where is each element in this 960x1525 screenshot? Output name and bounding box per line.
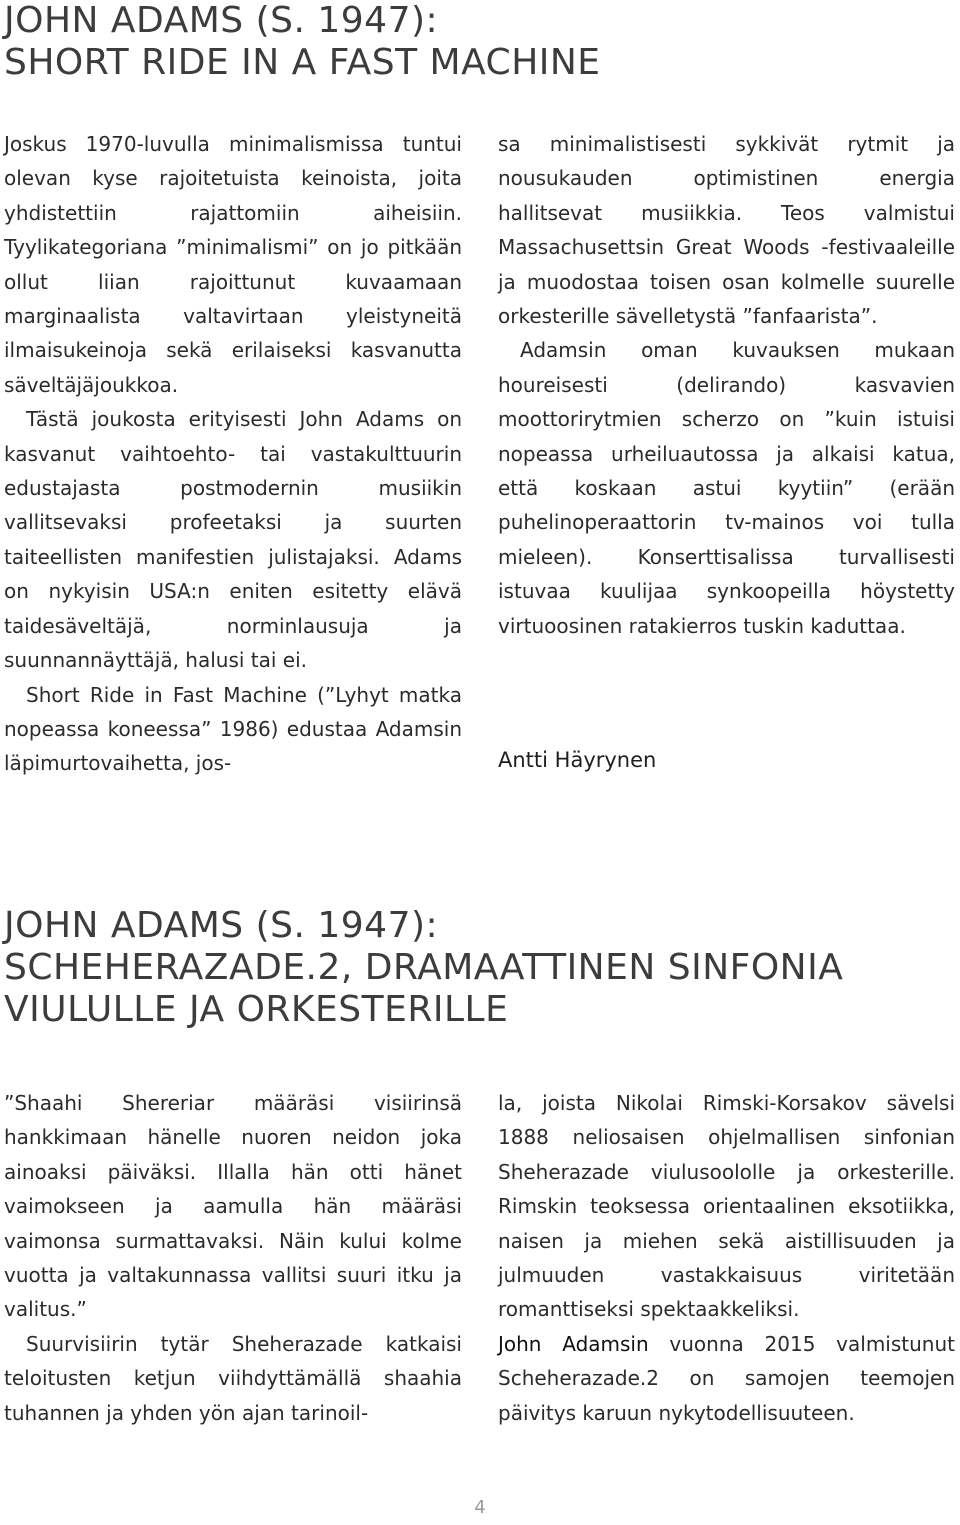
section2-paragraph-2-continued: la, joista Nikolai Rimski-Korsakov sävelsi 1888 neliosaisen ohjelmallisen sinfonian Sheherazade viulusoololle ja orkesterille. Rimskin teoksessa orientaalinen eksotiikka, naisen ja miehen sekä aistillisuuden ja julmuuden vastakkaisuus viritetään romanttiseksi spektaakkeliksi. — [498, 1091, 955, 1322]
section2-heading-line2: SCHEHERAZADE.2, DRAMAATTINEN SINFONIA — [4, 947, 844, 988]
section1-heading — [4, 0, 601, 84]
page-number: 4 — [474, 1497, 486, 1518]
section2-heading-line1: JOHN ADAMS (S. 1947): — [4, 905, 439, 946]
section1-paragraph-2: Tästä joukosta erityisesti John Adams on kasvanut vaihtoehto- tai vastakulttuurin edustajasta postmodernin musiikin vallitsevaksi profeetaksi ja suurten taiteellisten manifestien julistajaksi. Adams on nykyisin USA:n eniten esitetty elävä taidesäveltäjä, norminlausuja ja suunnannäyttäjä, halusi tai ei. — [4, 407, 462, 673]
section1-column-right — [498, 127, 955, 643]
section2-paragraph-2: Suurvisiirin tytär Sheherazade katkaisi teloitusten ketjun viihdyttämällä shaahia tuhannen ja yhden yön ajan tarinoil- — [4, 1331, 462, 1425]
section2-heading — [4, 905, 843, 1031]
section1-heading-line2: SHORT RIDE IN A FAST MACHINE — [4, 42, 601, 83]
section2-heading-line3: VIULULLE JA ORKESTERILLE — [4, 989, 509, 1030]
section2-paragraph-3 — [498, 1327, 955, 1430]
section2-column-left — [4, 1086, 462, 1430]
section1-heading-line1: JOHN ADAMS (S. 1947): — [4, 0, 439, 41]
composer-name-lead: John Adamsin — [498, 1331, 649, 1356]
section1-paragraph-1: Joskus 1970-luvulla minimalismissa tuntui olevan kyse rajoitetuista keinoista, joita yhdistettiin rajattomiin aiheisiin. Tyylikategoriana ”minimalismi” on jo pitkään ollut liian rajoittunut kuvaamaan marginaalista valtavirtaan yleistyneitä ilmaisukeinoja sekä erilaiseksi kasvanutta säveltäjäjoukkoa. — [4, 132, 462, 397]
section1-column-left — [4, 127, 462, 781]
section1-paragraph-3-continued: sa minimalistisesti sykkivät rytmit ja nousukauden optimistinen energia hallitsevat musiikkia. Teos valmistui Massachusettsin Great Woods -festivaaleille ja muodostaa toisen osan kolmelle suurelle orkesterille sävelletystä ”fanfaarista”. — [498, 132, 955, 329]
section1-paragraph-3: Short Ride in Fast Machine (”Lyhyt matka nopeassa koneessa” 1986) edustaa Adamsin läpimurtovaihetta, jos- — [4, 682, 462, 776]
author-signature: Antti Häyrynen — [498, 748, 657, 772]
section1-paragraph-4: Adamsin oman kuvauksen mukaan houreisesti (delirando) kasvavien moottorirytmien scherzo on ”kuin istuisi nopeassa urheiluautossa ja alkaisi katua, että koskaan astui kyytiin” (erään puhelinoperaattorin tv-mainos voi tulla mieleen). Konserttisalissa turvallisesti istuvaa kuulijaa synkoopeilla höystetty virtuoosinen ratakierros tuskin kaduttaa. — [498, 338, 955, 638]
section2-quote-paragraph: ”Shaahi Shereriar määräsi visiirinsä hankkimaan hänelle nuoren neidon joka ainoaksi päiväksi. Illalla hän otti hänet vaimokseen ja aamulla hän määräsi vaimonsa surmattavaksi. Näin kului kolme vuotta ja valtakunnassa vallitsi suuri itku ja valitus.” — [4, 1091, 462, 1322]
section2-column-right — [498, 1086, 955, 1430]
section2-paragraph-3-text: vuonna 2015 valmistunut Scheherazade.2 on samojen teemojen päivitys karuun nykytodellisuuteen. — [498, 1331, 955, 1425]
